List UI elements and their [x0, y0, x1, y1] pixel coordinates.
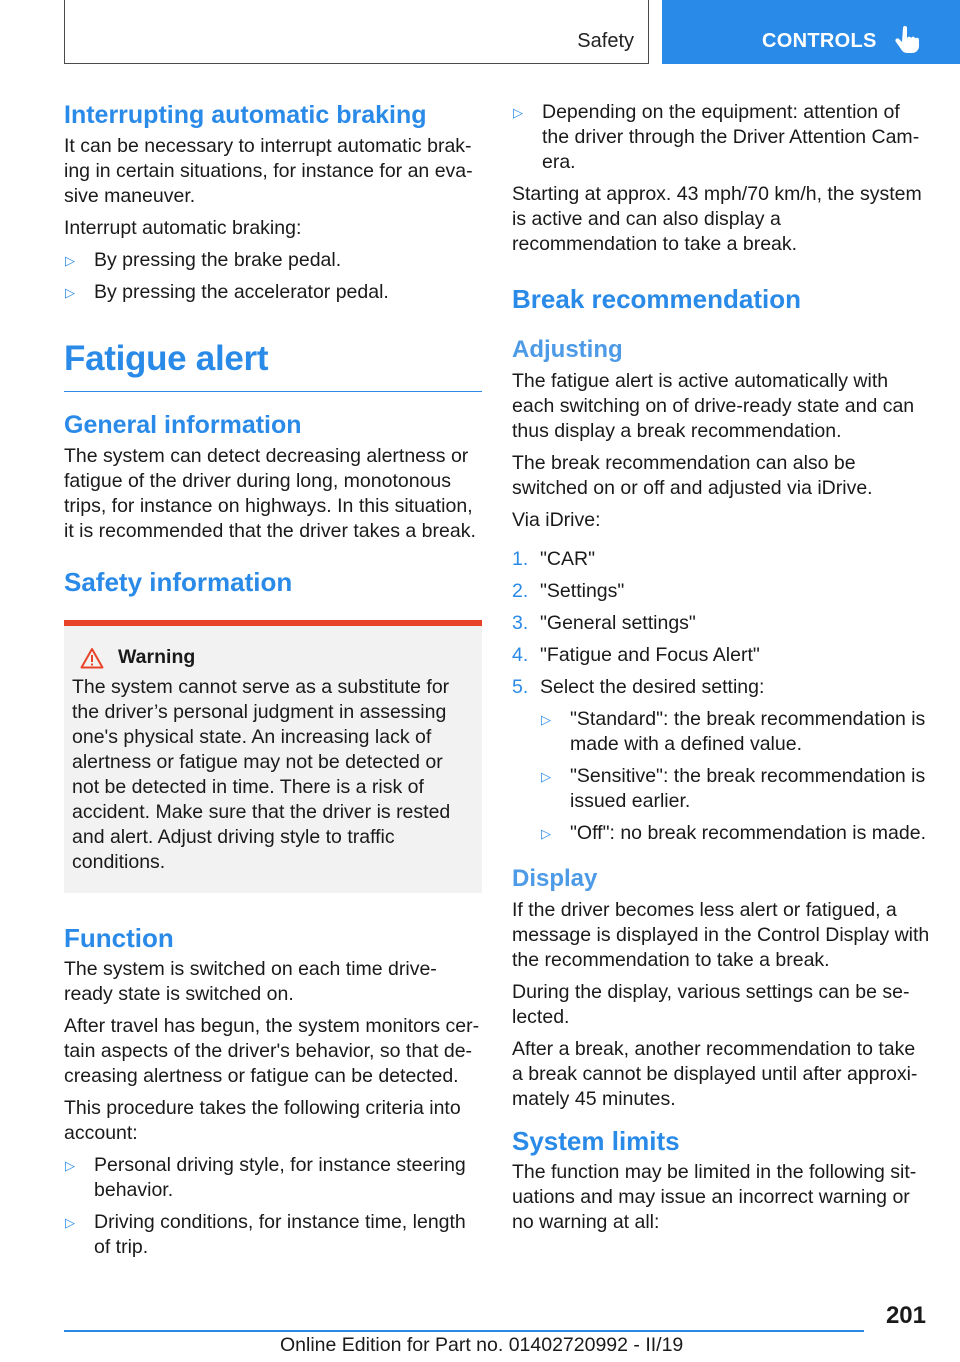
heading-safety-information: Safety information [64, 567, 293, 597]
list-item: ▷ Depending on the equipment: attention of the driver through the Driver Attention Camera. [513, 101, 920, 173]
paragraph: It can be necessary to interrupt automatic braking in certain situations, for instance for an evasive maneuver. [64, 135, 473, 207]
step-item: 5. Select the desired setting: ▷ "Standard": the break recommendation is made with a defined value. ▷ "Sensitive": the break recommendation is issued earlier. ▷ "Off": no break recommendation is made. [512, 675, 930, 846]
header-chapter-tab [662, 0, 960, 64]
heading-general-information: General information [64, 411, 302, 439]
triangle-bullet-icon: ▷ [541, 769, 551, 784]
step-item: 1. "CAR" [512, 548, 596, 570]
footer-edition-text: Online Edition for Part no. 01402720992 - II/19 [280, 1334, 684, 1356]
list-item: ▷ "Sensitive": the break recommendation is issued earlier. [541, 765, 926, 812]
list-item: ▷ By pressing the brake pedal. [65, 249, 342, 271]
paragraph: The function may be limited in the following situations and may issue an incorrect warning or no warning at all: [512, 1161, 917, 1233]
warning-header [80, 646, 474, 669]
chapter-title: CONTROLS [762, 30, 877, 52]
paragraph: After a break, another recommendation to take a break cannot be displayed until after approximately 45 minutes. [512, 1038, 918, 1110]
page-number: 201 [885, 1302, 926, 1329]
heading-fatigue-alert: Fatigue alert [64, 339, 482, 392]
section-title: Safety [577, 30, 634, 52]
paragraph: The system can detect decreasing alertness or fatigue of the driver during long, monotonous trips, for instance on highways. In this situation, it is recommended that the driver takes a break. [64, 445, 476, 542]
pointing-hand-icon [894, 26, 920, 54]
triangle-bullet-icon: ▷ [541, 826, 551, 841]
paragraph: During the display, various settings can be selected. [512, 981, 910, 1028]
heading-interrupting-braking: Interrupting automatic braking [64, 101, 427, 129]
triangle-bullet-icon: ▷ [65, 1215, 75, 1230]
list-item: ▷ "Off": no break recommendation is made. [541, 822, 926, 844]
triangle-bullet-icon: ▷ [513, 105, 523, 120]
triangle-bullet-icon: ▷ [65, 285, 75, 300]
triangle-bullet-icon: ▷ [65, 1158, 75, 1173]
paragraph: If the driver becomes less alert or fatigued, a message is displayed in the Control Display with the recommendation to take a break. [512, 899, 930, 971]
left-column [64, 100, 482, 1267]
triangle-bullet-icon: ▷ [541, 712, 551, 727]
paragraph: This procedure takes the following criteria into account: [64, 1097, 461, 1144]
paragraph: The system is switched on each time drive-ready state is switched on. [64, 958, 437, 1005]
paragraph: Via iDrive: [512, 509, 601, 531]
paragraph: Starting at approx. 43 mph/70 km/h, the system is active and can also display a recommendation to take a break. [512, 183, 922, 255]
header-section-tab [64, 0, 649, 64]
criteria-list [64, 1153, 482, 1260]
heading-system-limits: System limits [512, 1126, 680, 1156]
paragraph: Interrupt automatic braking: [64, 217, 302, 239]
paragraph: The fatigue alert is active automatically with each switching on of drive-ready state and can thus display a break recommendation. [512, 370, 915, 442]
warning-triangle-icon [80, 647, 104, 669]
list-item: ▷ "Standard": the break recommendation is made with a defined value. [541, 708, 926, 755]
idrive-steps [512, 547, 930, 846]
heading-break-recommendation: Break recommendation [512, 284, 801, 314]
heading-display: Display [512, 865, 598, 892]
step-item: 4. "Fatigue and Focus Alert" [512, 644, 760, 666]
heading-adjusting: Adjusting [512, 336, 623, 363]
settings-list [540, 707, 930, 846]
criteria-list-continued [512, 100, 930, 175]
right-column [512, 100, 930, 1242]
step-item: 3. "General settings" [512, 612, 696, 634]
list-item: ▷ By pressing the accelerator pedal. [65, 281, 389, 303]
warning-box [64, 620, 482, 893]
triangle-bullet-icon: ▷ [65, 253, 75, 268]
warning-text: The system cannot serve as a substitute for the driver’s personal judgment in assessing one's physical state. An increasing lack of alertness or fatigue may not be detected or not be detected in time. There is a risk of accident. Make sure that the driver is rested and alert. Adjust driving style to traffic conditions. [72, 676, 451, 873]
list-item: ▷ Driving conditions, for instance time, length of trip. [65, 1211, 466, 1258]
interrupt-list [64, 248, 482, 305]
paragraph: The break recommendation can also be switched on or off and adjusted via iDrive. [512, 452, 873, 499]
warning-title: Warning [118, 646, 196, 668]
paragraph: After travel has begun, the system monitors certain aspects of the driver's behavior, so that decreasing alertness or fatigue can be detected. [64, 1015, 480, 1087]
step-item: 2. "Settings" [512, 580, 625, 602]
list-item: ▷ Personal driving style, for instance steering behavior. [65, 1154, 466, 1201]
heading-function: Function [64, 923, 174, 953]
footer-divider [64, 1330, 864, 1332]
